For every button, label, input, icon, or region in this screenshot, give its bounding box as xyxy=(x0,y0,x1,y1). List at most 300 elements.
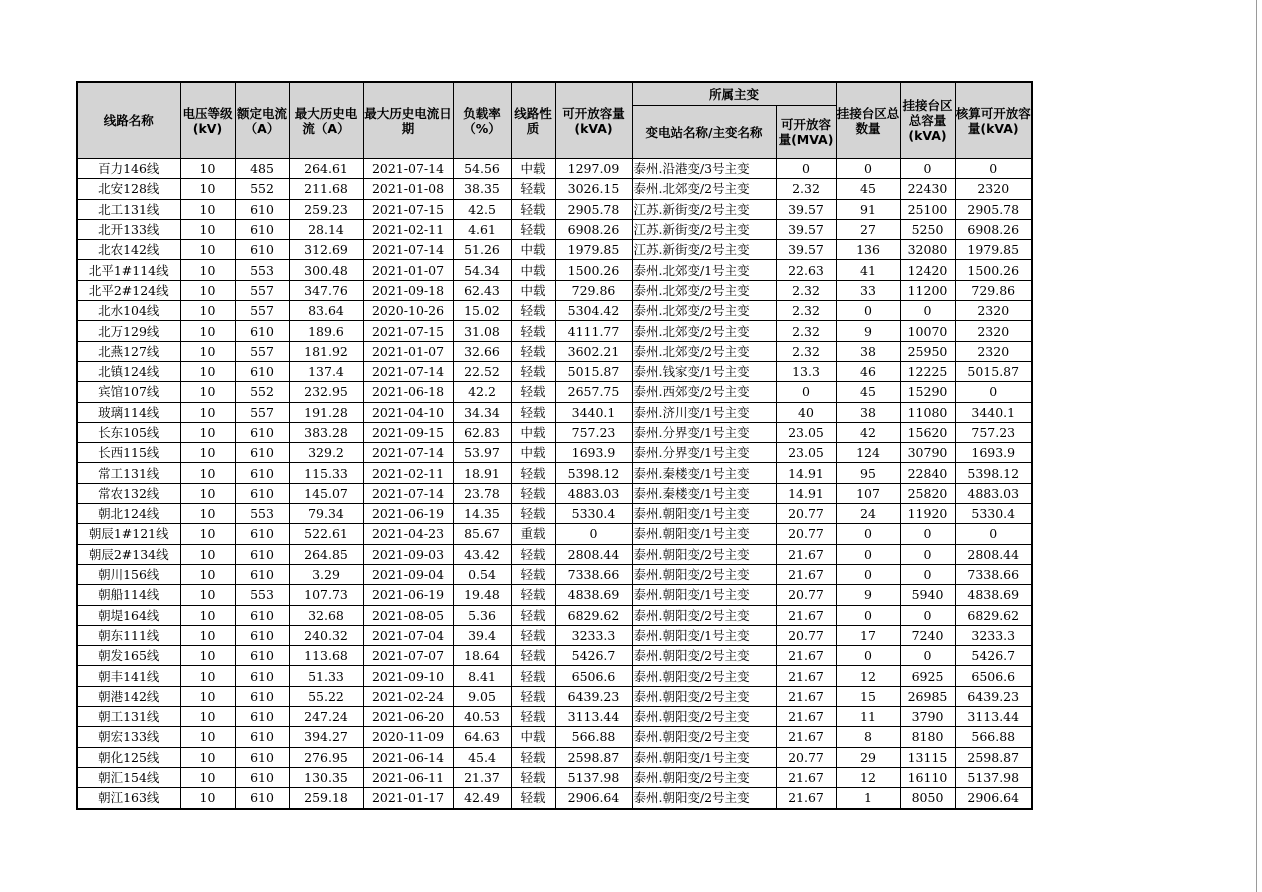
cell-area-count: 8 xyxy=(836,727,900,747)
cell-line-name: 朝北124线 xyxy=(77,504,180,524)
cell-load-rate: 5.36 xyxy=(453,605,511,625)
cell-rated-current: 610 xyxy=(235,564,289,584)
cell-area-count: 12 xyxy=(836,666,900,686)
cell-max-current: 247.24 xyxy=(289,707,363,727)
cell-area-count: 91 xyxy=(836,199,900,219)
header-line-name: 线路名称 xyxy=(77,82,180,159)
cell-load-rate: 15.02 xyxy=(453,301,511,321)
cell-nature: 轻载 xyxy=(511,402,555,422)
cell-voltage: 10 xyxy=(180,422,235,442)
cell-max-date: 2021-09-03 xyxy=(363,544,453,564)
cell-line-name: 北燕127线 xyxy=(77,341,180,361)
cell-station: 泰州.朝阳变/1号主变 xyxy=(632,625,776,645)
cell-station: 泰州.北郊变/2号主变 xyxy=(632,280,776,300)
cell-rated-current: 610 xyxy=(235,544,289,564)
cell-area-count: 0 xyxy=(836,605,900,625)
cell-max-date: 2021-07-14 xyxy=(363,361,453,381)
cell-station: 泰州.分界变/1号主变 xyxy=(632,422,776,442)
cell-line-name: 朝宏133线 xyxy=(77,727,180,747)
cell-station-capacity: 21.67 xyxy=(776,666,836,686)
cell-rated-current: 552 xyxy=(235,382,289,402)
cell-station: 泰州.北郊变/2号主变 xyxy=(632,301,776,321)
cell-open-capacity: 2905.78 xyxy=(555,199,632,219)
table-row xyxy=(77,544,1032,564)
cell-line-name: 北平2#124线 xyxy=(77,280,180,300)
cell-load-rate: 51.26 xyxy=(453,240,511,260)
cell-open-capacity: 1693.9 xyxy=(555,443,632,463)
cell-station: 泰州.朝阳变/1号主变 xyxy=(632,504,776,524)
cell-nature: 轻载 xyxy=(511,605,555,625)
cell-station-capacity: 20.77 xyxy=(776,585,836,605)
cell-max-date: 2021-06-19 xyxy=(363,585,453,605)
cell-area-count: 42 xyxy=(836,422,900,442)
cell-max-current: 145.07 xyxy=(289,483,363,503)
cell-rated-current: 610 xyxy=(235,199,289,219)
table-row xyxy=(77,727,1032,747)
table-row xyxy=(77,402,1032,422)
cell-max-current: 107.73 xyxy=(289,585,363,605)
cell-area-count: 0 xyxy=(836,524,900,544)
cell-line-name: 朝丰141线 xyxy=(77,666,180,686)
cell-calc-capacity: 2808.44 xyxy=(955,544,1032,564)
cell-max-current: 383.28 xyxy=(289,422,363,442)
cell-load-rate: 39.4 xyxy=(453,625,511,645)
cell-rated-current: 557 xyxy=(235,280,289,300)
table-row xyxy=(77,321,1032,341)
cell-line-name: 长东105线 xyxy=(77,422,180,442)
table-row xyxy=(77,564,1032,584)
cell-area-capacity: 22840 xyxy=(900,463,955,483)
cell-open-capacity: 2906.64 xyxy=(555,788,632,809)
cell-open-capacity: 4111.77 xyxy=(555,321,632,341)
cell-station-capacity: 2.32 xyxy=(776,280,836,300)
cell-area-capacity: 26985 xyxy=(900,686,955,706)
cell-max-date: 2021-06-11 xyxy=(363,767,453,787)
cell-area-count: 45 xyxy=(836,179,900,199)
cell-open-capacity: 5330.4 xyxy=(555,504,632,524)
cell-area-capacity: 15290 xyxy=(900,382,955,402)
cell-area-count: 24 xyxy=(836,504,900,524)
cell-calc-capacity: 757.23 xyxy=(955,422,1032,442)
table-row xyxy=(77,179,1032,199)
cell-max-current: 264.85 xyxy=(289,544,363,564)
cell-voltage: 10 xyxy=(180,321,235,341)
cell-load-rate: 14.35 xyxy=(453,504,511,524)
table-row xyxy=(77,605,1032,625)
cell-max-date: 2021-01-17 xyxy=(363,788,453,809)
cell-voltage: 10 xyxy=(180,301,235,321)
cell-area-count: 0 xyxy=(836,544,900,564)
cell-voltage: 10 xyxy=(180,625,235,645)
cell-rated-current: 553 xyxy=(235,504,289,524)
cell-load-rate: 18.91 xyxy=(453,463,511,483)
cell-calc-capacity: 6439.23 xyxy=(955,686,1032,706)
cell-nature: 轻载 xyxy=(511,585,555,605)
cell-station: 泰州.沿港变/3号主变 xyxy=(632,159,776,179)
cell-line-name: 北万129线 xyxy=(77,321,180,341)
cell-station: 泰州.朝阳变/2号主变 xyxy=(632,646,776,666)
cell-voltage: 10 xyxy=(180,382,235,402)
cell-nature: 轻载 xyxy=(511,564,555,584)
cell-station: 泰州.朝阳变/2号主变 xyxy=(632,544,776,564)
cell-max-date: 2021-07-14 xyxy=(363,240,453,260)
cell-nature: 轻载 xyxy=(511,767,555,787)
cell-voltage: 10 xyxy=(180,788,235,809)
page-edge-line xyxy=(1256,0,1257,892)
cell-open-capacity: 2598.87 xyxy=(555,747,632,767)
cell-calc-capacity: 4838.69 xyxy=(955,585,1032,605)
table-row xyxy=(77,463,1032,483)
cell-line-name: 朝港142线 xyxy=(77,686,180,706)
cell-station-capacity: 39.57 xyxy=(776,199,836,219)
cell-max-date: 2021-09-04 xyxy=(363,564,453,584)
cell-rated-current: 610 xyxy=(235,321,289,341)
cell-load-rate: 8.41 xyxy=(453,666,511,686)
cell-station-capacity: 21.67 xyxy=(776,707,836,727)
cell-max-date: 2021-07-14 xyxy=(363,443,453,463)
cell-max-date: 2021-04-10 xyxy=(363,402,453,422)
cell-line-name: 北水104线 xyxy=(77,301,180,321)
cell-load-rate: 32.66 xyxy=(453,341,511,361)
cell-area-capacity: 15620 xyxy=(900,422,955,442)
cell-max-current: 264.61 xyxy=(289,159,363,179)
cell-voltage: 10 xyxy=(180,686,235,706)
cell-max-date: 2021-06-18 xyxy=(363,382,453,402)
cell-station-capacity: 21.67 xyxy=(776,605,836,625)
cell-area-capacity: 5940 xyxy=(900,585,955,605)
cell-area-count: 107 xyxy=(836,483,900,503)
cell-station-capacity: 2.32 xyxy=(776,341,836,361)
cell-calc-capacity: 729.86 xyxy=(955,280,1032,300)
cell-max-current: 113.68 xyxy=(289,646,363,666)
cell-open-capacity: 5426.7 xyxy=(555,646,632,666)
cell-station-capacity: 2.32 xyxy=(776,321,836,341)
cell-load-rate: 22.52 xyxy=(453,361,511,381)
cell-max-date: 2021-06-19 xyxy=(363,504,453,524)
cell-rated-current: 553 xyxy=(235,260,289,280)
cell-max-date: 2021-02-11 xyxy=(363,219,453,239)
cell-calc-capacity: 6908.26 xyxy=(955,219,1032,239)
cell-line-name: 常农132线 xyxy=(77,483,180,503)
cell-max-date: 2021-07-15 xyxy=(363,199,453,219)
cell-area-count: 0 xyxy=(836,646,900,666)
cell-area-capacity: 0 xyxy=(900,159,955,179)
cell-area-count: 1 xyxy=(836,788,900,809)
cell-line-name: 百力146线 xyxy=(77,159,180,179)
cell-area-capacity: 11080 xyxy=(900,402,955,422)
cell-nature: 轻载 xyxy=(511,301,555,321)
cell-station: 泰州.北郊变/2号主变 xyxy=(632,341,776,361)
cell-calc-capacity: 3233.3 xyxy=(955,625,1032,645)
cell-max-date: 2021-06-14 xyxy=(363,747,453,767)
cell-open-capacity: 757.23 xyxy=(555,422,632,442)
cell-open-capacity: 6506.6 xyxy=(555,666,632,686)
cell-calc-capacity: 5398.12 xyxy=(955,463,1032,483)
cell-calc-capacity: 2906.64 xyxy=(955,788,1032,809)
cell-load-rate: 54.56 xyxy=(453,159,511,179)
cell-max-current: 79.34 xyxy=(289,504,363,524)
cell-open-capacity: 4838.69 xyxy=(555,585,632,605)
cell-area-capacity: 7240 xyxy=(900,625,955,645)
cell-voltage: 10 xyxy=(180,544,235,564)
cell-load-rate: 18.64 xyxy=(453,646,511,666)
cell-station-capacity: 21.67 xyxy=(776,686,836,706)
cell-rated-current: 610 xyxy=(235,219,289,239)
cell-voltage: 10 xyxy=(180,747,235,767)
cell-station: 泰州.秦楼变/1号主变 xyxy=(632,463,776,483)
cell-voltage: 10 xyxy=(180,159,235,179)
cell-nature: 中载 xyxy=(511,159,555,179)
cell-area-count: 95 xyxy=(836,463,900,483)
cell-max-date: 2021-07-04 xyxy=(363,625,453,645)
cell-nature: 轻载 xyxy=(511,483,555,503)
cell-rated-current: 610 xyxy=(235,240,289,260)
cell-station-capacity: 13.3 xyxy=(776,361,836,381)
cell-load-rate: 54.34 xyxy=(453,260,511,280)
cell-station-capacity: 21.67 xyxy=(776,646,836,666)
cell-max-current: 32.68 xyxy=(289,605,363,625)
cell-calc-capacity: 2320 xyxy=(955,321,1032,341)
cell-load-rate: 34.34 xyxy=(453,402,511,422)
cell-rated-current: 610 xyxy=(235,483,289,503)
cell-load-rate: 23.78 xyxy=(453,483,511,503)
cell-line-name: 朝江163线 xyxy=(77,788,180,809)
cell-voltage: 10 xyxy=(180,483,235,503)
cell-open-capacity: 0 xyxy=(555,524,632,544)
header-rated-current: 额定电流（A） xyxy=(235,82,289,159)
cell-rated-current: 557 xyxy=(235,301,289,321)
cell-area-capacity: 10070 xyxy=(900,321,955,341)
cell-voltage: 10 xyxy=(180,504,235,524)
table-row xyxy=(77,219,1032,239)
cell-open-capacity: 1297.09 xyxy=(555,159,632,179)
cell-max-date: 2021-08-05 xyxy=(363,605,453,625)
cell-area-capacity: 8180 xyxy=(900,727,955,747)
cell-area-capacity: 3790 xyxy=(900,707,955,727)
cell-max-current: 522.61 xyxy=(289,524,363,544)
cell-area-count: 0 xyxy=(836,564,900,584)
cell-rated-current: 610 xyxy=(235,646,289,666)
cell-station: 泰州.朝阳变/2号主变 xyxy=(632,727,776,747)
cell-area-count: 17 xyxy=(836,625,900,645)
cell-nature: 中载 xyxy=(511,280,555,300)
table-row xyxy=(77,199,1032,219)
cell-max-date: 2021-07-07 xyxy=(363,646,453,666)
cell-max-date: 2021-09-15 xyxy=(363,422,453,442)
cell-load-rate: 64.63 xyxy=(453,727,511,747)
cell-line-name: 朝川156线 xyxy=(77,564,180,584)
cell-max-current: 276.95 xyxy=(289,747,363,767)
cell-max-current: 259.23 xyxy=(289,199,363,219)
cell-max-current: 181.92 xyxy=(289,341,363,361)
cell-calc-capacity: 7338.66 xyxy=(955,564,1032,584)
cell-line-name: 玻璃114线 xyxy=(77,402,180,422)
cell-area-capacity: 11200 xyxy=(900,280,955,300)
cell-area-capacity: 0 xyxy=(900,301,955,321)
cell-area-capacity: 0 xyxy=(900,524,955,544)
cell-calc-capacity: 1500.26 xyxy=(955,260,1032,280)
table-body xyxy=(77,159,1032,809)
cell-area-count: 15 xyxy=(836,686,900,706)
cell-rated-current: 610 xyxy=(235,625,289,645)
cell-max-current: 191.28 xyxy=(289,402,363,422)
cell-load-rate: 4.61 xyxy=(453,219,511,239)
cell-max-current: 115.33 xyxy=(289,463,363,483)
cell-max-current: 347.76 xyxy=(289,280,363,300)
cell-nature: 轻载 xyxy=(511,382,555,402)
cell-area-capacity: 13115 xyxy=(900,747,955,767)
cell-max-date: 2021-02-11 xyxy=(363,463,453,483)
cell-open-capacity: 729.86 xyxy=(555,280,632,300)
cell-area-capacity: 0 xyxy=(900,544,955,564)
table-row xyxy=(77,361,1032,381)
cell-calc-capacity: 1693.9 xyxy=(955,443,1032,463)
cell-area-count: 33 xyxy=(836,280,900,300)
cell-voltage: 10 xyxy=(180,564,235,584)
cell-area-capacity: 11920 xyxy=(900,504,955,524)
cell-area-count: 38 xyxy=(836,402,900,422)
cell-rated-current: 610 xyxy=(235,605,289,625)
cell-calc-capacity: 5137.98 xyxy=(955,767,1032,787)
cell-rated-current: 610 xyxy=(235,361,289,381)
cell-open-capacity: 3233.3 xyxy=(555,625,632,645)
cell-open-capacity: 5015.87 xyxy=(555,361,632,381)
cell-calc-capacity: 5330.4 xyxy=(955,504,1032,524)
cell-voltage: 10 xyxy=(180,524,235,544)
cell-nature: 轻载 xyxy=(511,504,555,524)
cell-area-count: 45 xyxy=(836,382,900,402)
cell-area-capacity: 16110 xyxy=(900,767,955,787)
cell-max-current: 300.48 xyxy=(289,260,363,280)
cell-voltage: 10 xyxy=(180,260,235,280)
cell-station-capacity: 14.91 xyxy=(776,483,836,503)
cell-load-rate: 43.42 xyxy=(453,544,511,564)
cell-nature: 轻载 xyxy=(511,341,555,361)
cell-nature: 轻载 xyxy=(511,646,555,666)
cell-load-rate: 62.43 xyxy=(453,280,511,300)
cell-rated-current: 557 xyxy=(235,341,289,361)
cell-nature: 轻载 xyxy=(511,788,555,809)
table-row xyxy=(77,504,1032,524)
cell-max-current: 312.69 xyxy=(289,240,363,260)
cell-line-name: 朝东111线 xyxy=(77,625,180,645)
cell-calc-capacity: 1979.85 xyxy=(955,240,1032,260)
cell-max-date: 2021-01-07 xyxy=(363,260,453,280)
cell-voltage: 10 xyxy=(180,199,235,219)
cell-station: 泰州.朝阳变/2号主变 xyxy=(632,686,776,706)
cell-load-rate: 42.5 xyxy=(453,199,511,219)
cell-nature: 重载 xyxy=(511,524,555,544)
cell-station-capacity: 39.57 xyxy=(776,240,836,260)
cell-rated-current: 610 xyxy=(235,463,289,483)
cell-nature: 轻载 xyxy=(511,686,555,706)
cell-line-name: 朝辰2#134线 xyxy=(77,544,180,564)
cell-voltage: 10 xyxy=(180,280,235,300)
table-row xyxy=(77,260,1032,280)
cell-max-date: 2021-06-20 xyxy=(363,707,453,727)
cell-load-rate: 53.97 xyxy=(453,443,511,463)
cell-voltage: 10 xyxy=(180,443,235,463)
cell-calc-capacity: 2598.87 xyxy=(955,747,1032,767)
cell-open-capacity: 3602.21 xyxy=(555,341,632,361)
cell-calc-capacity: 0 xyxy=(955,159,1032,179)
table-row xyxy=(77,443,1032,463)
cell-nature: 中载 xyxy=(511,422,555,442)
cell-load-rate: 42.2 xyxy=(453,382,511,402)
cell-line-name: 宾馆107线 xyxy=(77,382,180,402)
cell-station: 泰州.朝阳变/1号主变 xyxy=(632,524,776,544)
cell-voltage: 10 xyxy=(180,646,235,666)
cell-voltage: 10 xyxy=(180,402,235,422)
cell-calc-capacity: 2320 xyxy=(955,179,1032,199)
cell-line-name: 北开133线 xyxy=(77,219,180,239)
cell-rated-current: 610 xyxy=(235,524,289,544)
table-row xyxy=(77,240,1032,260)
cell-load-rate: 38.35 xyxy=(453,179,511,199)
cell-open-capacity: 2657.75 xyxy=(555,382,632,402)
cell-station-capacity: 20.77 xyxy=(776,504,836,524)
cell-open-capacity: 4883.03 xyxy=(555,483,632,503)
cell-max-current: 83.64 xyxy=(289,301,363,321)
cell-max-current: 55.22 xyxy=(289,686,363,706)
table-row xyxy=(77,524,1032,544)
cell-voltage: 10 xyxy=(180,585,235,605)
cell-calc-capacity: 3113.44 xyxy=(955,707,1032,727)
cell-calc-capacity: 6829.62 xyxy=(955,605,1032,625)
cell-area-capacity: 12225 xyxy=(900,361,955,381)
cell-load-rate: 0.54 xyxy=(453,564,511,584)
cell-voltage: 10 xyxy=(180,727,235,747)
header-group-transformer: 所属主变 xyxy=(632,82,836,106)
cell-max-current: 137.4 xyxy=(289,361,363,381)
cell-area-capacity: 0 xyxy=(900,564,955,584)
table-row xyxy=(77,280,1032,300)
cell-station: 泰州.朝阳变/2号主变 xyxy=(632,666,776,686)
cell-open-capacity: 7338.66 xyxy=(555,564,632,584)
header-nature: 线路性质 xyxy=(511,82,555,159)
table-row xyxy=(77,483,1032,503)
cell-voltage: 10 xyxy=(180,605,235,625)
line-capacity-table xyxy=(76,81,1033,810)
cell-voltage: 10 xyxy=(180,666,235,686)
cell-nature: 轻载 xyxy=(511,747,555,767)
cell-max-current: 259.18 xyxy=(289,788,363,809)
cell-max-date: 2021-02-24 xyxy=(363,686,453,706)
table-row xyxy=(77,341,1032,361)
cell-station-capacity: 21.67 xyxy=(776,767,836,787)
cell-area-count: 136 xyxy=(836,240,900,260)
cell-area-count: 11 xyxy=(836,707,900,727)
cell-area-capacity: 30790 xyxy=(900,443,955,463)
cell-voltage: 10 xyxy=(180,361,235,381)
cell-max-current: 240.32 xyxy=(289,625,363,645)
cell-max-date: 2021-09-10 xyxy=(363,666,453,686)
cell-station-capacity: 21.67 xyxy=(776,788,836,809)
cell-station: 泰州.济川变/1号主变 xyxy=(632,402,776,422)
cell-station-capacity: 0 xyxy=(776,382,836,402)
cell-rated-current: 610 xyxy=(235,422,289,442)
cell-area-count: 0 xyxy=(836,159,900,179)
cell-area-count: 46 xyxy=(836,361,900,381)
cell-max-current: 189.6 xyxy=(289,321,363,341)
header-max-date: 最大历史电流日期 xyxy=(363,82,453,159)
cell-area-capacity: 6925 xyxy=(900,666,955,686)
cell-area-count: 27 xyxy=(836,219,900,239)
cell-area-capacity: 5250 xyxy=(900,219,955,239)
cell-voltage: 10 xyxy=(180,463,235,483)
cell-nature: 轻载 xyxy=(511,544,555,564)
cell-max-date: 2021-01-07 xyxy=(363,341,453,361)
